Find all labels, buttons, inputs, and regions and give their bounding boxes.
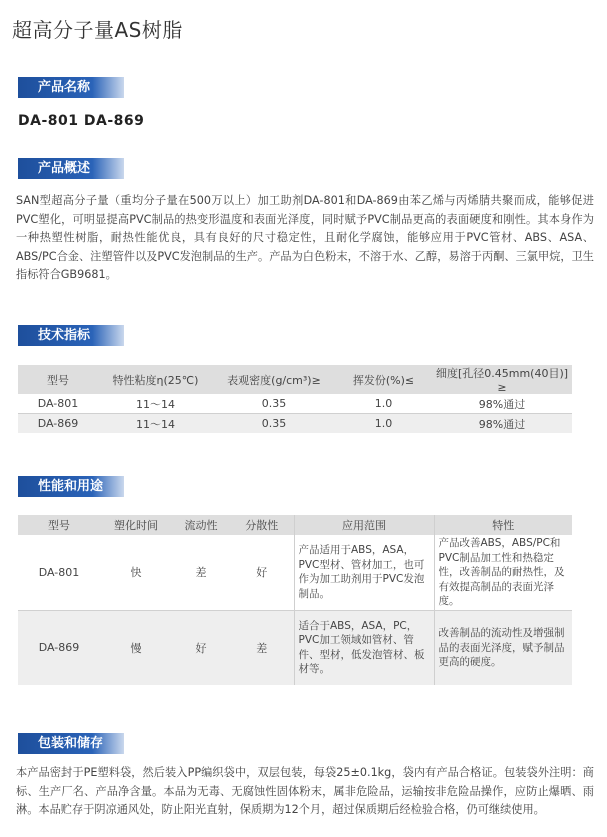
table-cell: 98%通过 (432, 414, 572, 434)
table-cell: 慢 (100, 610, 172, 685)
section-tag-usage: 性能和用途 (18, 476, 124, 497)
table-cell: 11～14 (98, 394, 213, 414)
usage-header: 型号 (18, 515, 100, 535)
usage-header: 特性 (434, 515, 572, 535)
section-tag-overview: 产品概述 (18, 158, 124, 179)
usage-header: 分散性 (230, 515, 294, 535)
usage-header: 流动性 (172, 515, 230, 535)
specs-table (18, 365, 572, 433)
table-cell: 好 (172, 610, 230, 685)
overview-text: SAN型超高分子量（重均分子量在500万以上）加工助剂DA-801和DA-869由苯乙烯与丙烯腈共聚而成，能够促进PVC塑化，可明显提高PVC制品的热变形温度和表面光泽度，同时赋予PVC制品更高的表面硬度和刚性。其本身作为一种热塑性树脂，耐热性能优良，具有良好的尺寸稳定性，且耐化学腐蚀，能够应用于PVC管材、ABS、ASA、ABS/PC合金、注塑管件以及PVC发泡制品的生产。产品为白色粉末，不溶于水、乙醇，易溶于丙酮、三氯甲烷，卫生指标符合GB9681。 (16, 194, 594, 281)
table-cell: 0.35 (213, 394, 335, 414)
table-cell: DA-869 (18, 610, 100, 685)
specs-header: 表观密度(g/cm³)≥ (213, 365, 335, 394)
table-cell: 快 (100, 535, 172, 610)
table-cell: DA-869 (18, 414, 98, 434)
usage-header-row (18, 515, 572, 535)
section-tag-product-name: 产品名称 (18, 77, 124, 98)
specs-header-row (18, 365, 572, 394)
table-cell: 产品改善ABS，ABS/PC和PVC制品加工性和热稳定性，改善制品的耐热性，及有效提高制品的表面光泽度。 (434, 535, 572, 610)
table-cell: 差 (172, 535, 230, 610)
usage-header: 塑化时间 (100, 515, 172, 535)
table-cell: 1.0 (335, 414, 432, 434)
table-row (18, 535, 572, 610)
specs-header: 挥发份(%)≤ (335, 365, 432, 394)
table-row (18, 394, 572, 414)
specs-header: 型号 (18, 365, 98, 394)
table-cell: 0.35 (213, 414, 335, 434)
product-models: DA-801 DA-869 (18, 113, 145, 129)
table-cell: 差 (230, 610, 294, 685)
packaging-text: 本产品密封于PE塑料袋，然后装入PP编织袋中，双层包装，每袋25±0.1kg，袋内有产品合格证。包装袋外注明：商标、生产厂名、产品净含量。本品为无毒、无腐蚀性固体粉末，属非危险品，运输按非危险品操作，应防止爆晒、雨淋。本品贮存于阴凉通风处，防止阳光直射，保质期为12个月，超过保质期后经检验合格，仍可继续使用。 (16, 766, 594, 816)
specs-header: 细度[孔径0.45mm(40目)] ≥ (432, 365, 572, 394)
section-tag-packaging: 包装和储存 (18, 733, 124, 754)
table-cell: 11～14 (98, 414, 213, 434)
table-cell: DA-801 (18, 535, 100, 610)
table-cell: 98%通过 (432, 394, 572, 414)
table-row (18, 414, 572, 434)
usage-table (18, 515, 572, 685)
page-title: 超高分子量AS树脂 (12, 18, 183, 42)
usage-header: 应用范围 (294, 515, 434, 535)
table-cell: 好 (230, 535, 294, 610)
specs-header: 特性粘度η(25℃) (98, 365, 213, 394)
table-cell: DA-801 (18, 394, 98, 414)
table-cell: 改善制品的流动性及增强制品的表面光泽度，赋予制品更高的硬度。 (434, 610, 572, 685)
section-tag-specs: 技术指标 (18, 325, 124, 346)
table-cell: 1.0 (335, 394, 432, 414)
table-cell: 产品适用于ABS，ASA，PVC型材、管材加工，也可作为加工助剂用于PVC发泡制品。 (294, 535, 434, 610)
table-row (18, 610, 572, 685)
table-cell: 适合于ABS，ASA，PC，PVC加工领域如管材、管件、型材，低发泡管材、板材等。 (294, 610, 434, 685)
